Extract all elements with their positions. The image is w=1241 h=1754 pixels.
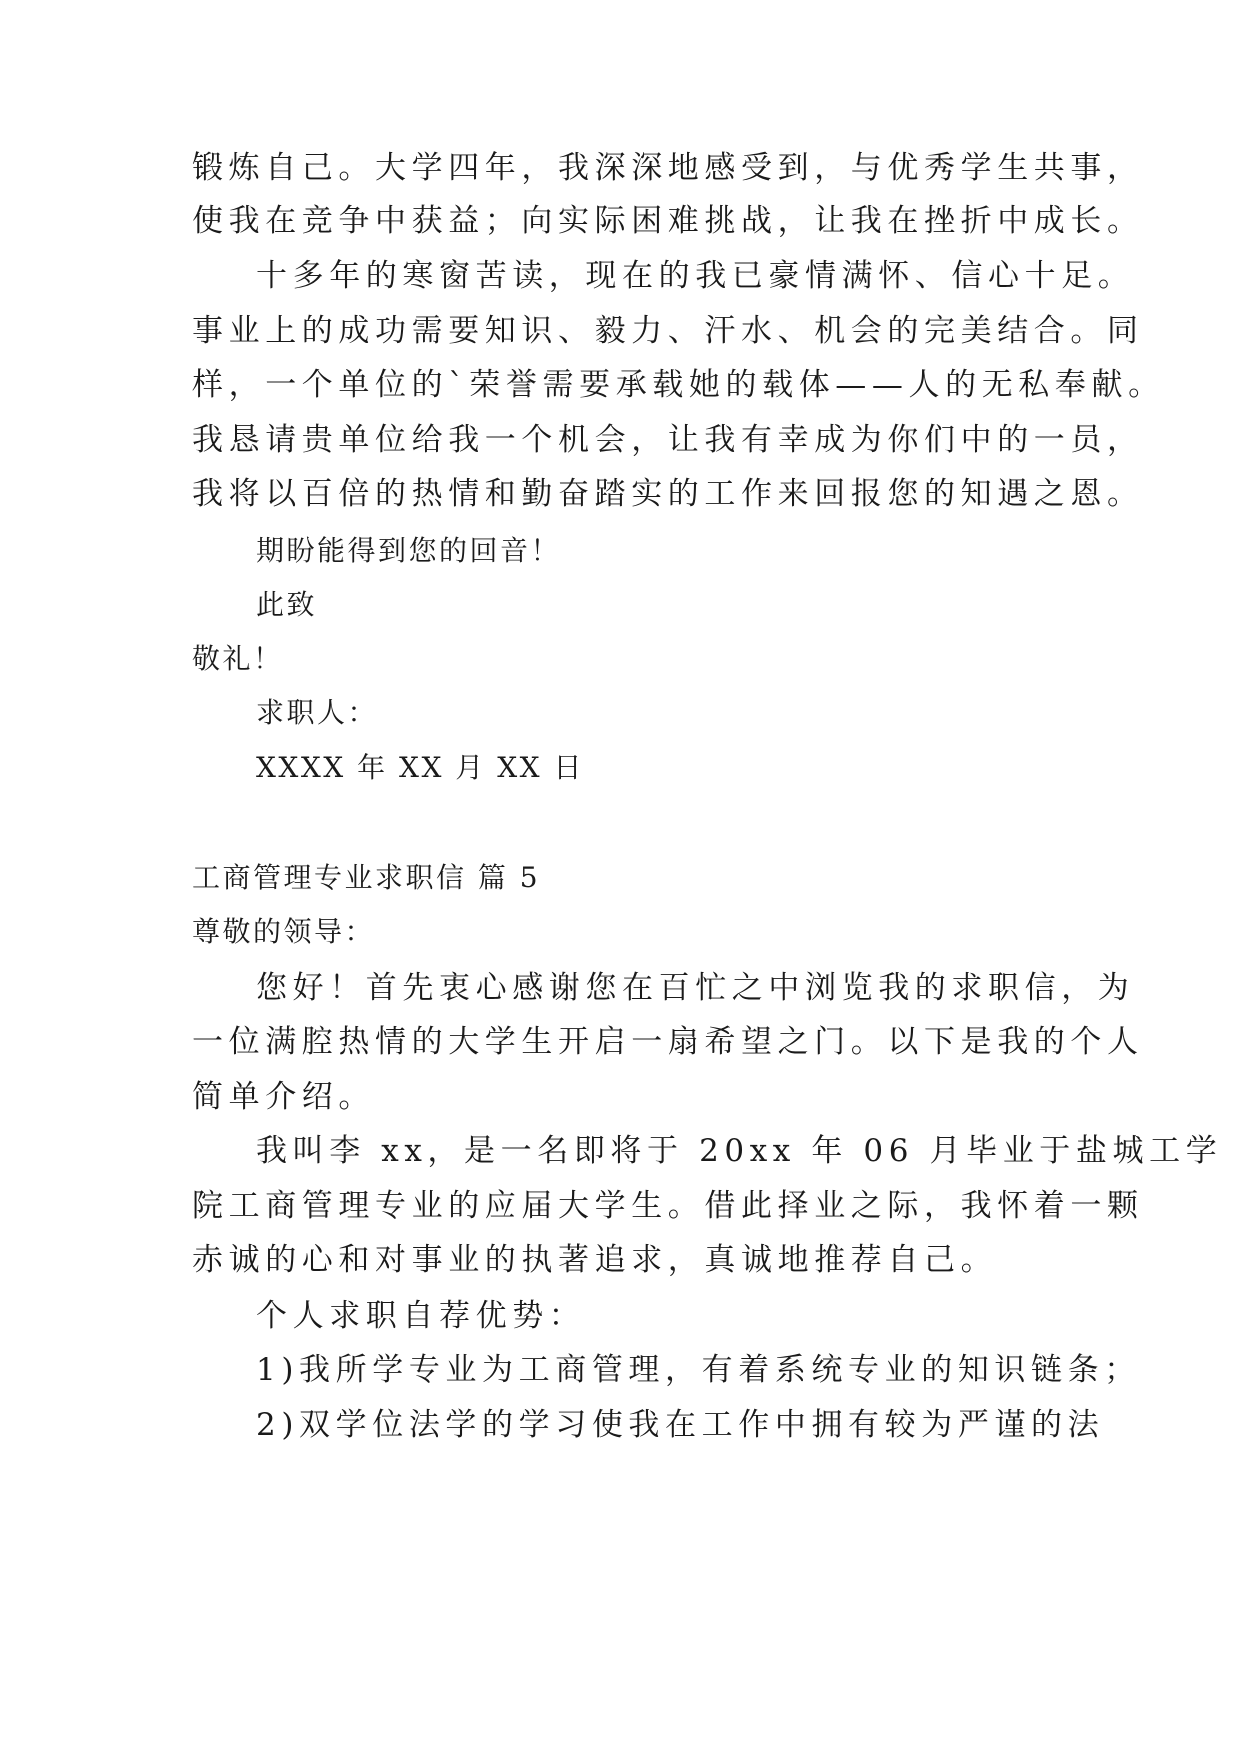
paragraph-line: 一位满腔热情的大学生开启一扇希望之门。以下是我的个人 — [192, 1024, 1144, 1060]
signature-label: 求职人： — [256, 696, 379, 729]
closing-hope: 期盼能得到您的回音！ — [256, 534, 562, 567]
salutation: 尊敬的领导： — [192, 915, 376, 948]
paragraph-line: 样，一个单位的`荣誉需要承载她的载体——人的无私奉献。 — [192, 367, 1165, 403]
paragraph-line: 十多年的寒窗苦读，现在的我已豪情满怀、信心十足。 — [256, 258, 1135, 294]
paragraph-line: 我叫李 xx，是一名即将于 20xx 年 06 月毕业于盐城工学 — [256, 1133, 1223, 1169]
section-title: 工商管理专业求职信 篇 5 — [192, 861, 541, 894]
paragraph-line: 使我在竞争中获益；向实际困难挑战，让我在挫折中成长。 — [192, 203, 1144, 239]
paragraph-line: 个人求职自荐优势： — [256, 1298, 586, 1334]
paragraph-line: 院工商管理专业的应届大学生。借此择业之际，我怀着一颗 — [192, 1188, 1144, 1224]
list-item: 2)双学位法学的学习使我在工作中拥有较为严谨的法 — [256, 1407, 1105, 1443]
list-item: 1)我所学专业为工商管理，有着系统专业的知识链条； — [256, 1352, 1141, 1388]
letter-date: XXXX 年 XX 月 XX 日 — [256, 751, 584, 784]
paragraph-line: 锻炼自己。大学四年，我深深地感受到，与优秀学生共事， — [192, 150, 1144, 186]
paragraph-line: 您好！首先衷心感谢您在百忙之中浏览我的求职信，为 — [256, 970, 1135, 1006]
paragraph-line: 我恳请贵单位给我一个机会，让我有幸成为你们中的一员， — [192, 422, 1144, 458]
paragraph-line: 事业上的成功需要知识、毅力、汗水、机会的完美结合。同 — [192, 313, 1144, 349]
paragraph-line: 简单介绍。 — [192, 1079, 375, 1115]
paragraph-line: 赤诚的心和对事业的执著追求，真诚地推荐自己。 — [192, 1242, 998, 1278]
closing-regards: 此致 — [256, 588, 318, 621]
paragraph-line: 我将以百倍的热情和勤奋踏实的工作来回报您的知遇之恩。 — [192, 476, 1144, 512]
closing-salute: 敬礼！ — [192, 642, 284, 675]
